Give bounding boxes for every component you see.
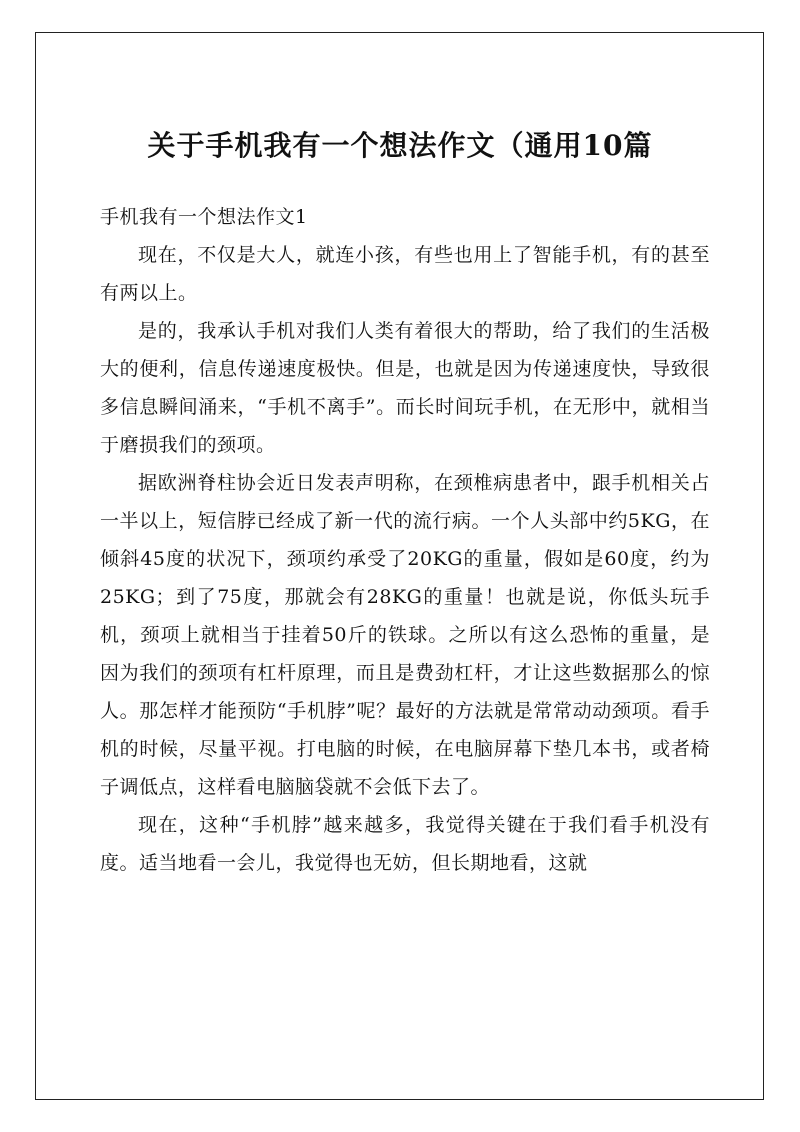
document-body bbox=[100, 198, 710, 882]
paragraph-3: 据欧洲脊柱协会近日发表声明称，在颈椎病患者中，跟手机相关占一半以上，短信脖已经成了新一代的流行病。一个人头部中约5KG，在倾斜45度的状况下，颈项约承受了20KG的重量，假如是60度，约为25KG；到了75度，那就会有28KG的重量！也就是说，你低头玩手机，颈项上就相当于挂着50斤的铁球。之所以有这么恐怖的重量，是因为我们的颈项有杠杆原理，而且是费劲杠杆，才让这些数据那么的惊人。那怎样才能预防“手机脖”呢？最好的方法就是常常动动颈项。看手机的时候，尽量平视。打电脑的时候，在电脑屏幕下垫几本书，或者椅子调低点，这样看电脑脑袋就不会低下去了。 bbox=[100, 472, 710, 798]
paragraph-1: 现在，不仅是大人，就连小孩，有些也用上了智能手机，有的甚至有两以上。 bbox=[100, 244, 710, 304]
section-heading: 手机我有一个想法作文1 bbox=[100, 206, 308, 228]
document-title: 关于手机我有一个想法作文（通用10篇 bbox=[147, 129, 653, 162]
paragraph-4: 现在，这种“手机脖”越来越多，我觉得关键在于我们看手机没有度。适当地看一会儿，我觉得也无妨，但长期地看，这就 bbox=[100, 814, 710, 874]
paragraph-2: 是的，我承认手机对我们人类有着很大的帮助，给了我们的生活极大的便利，信息传递速度极快。但是，也就是因为传递速度快，导致很多信息瞬间涌来，“手机不离手”。而长时间玩手机，在无形中，就相当于磨损我们的颈项。 bbox=[100, 320, 710, 456]
